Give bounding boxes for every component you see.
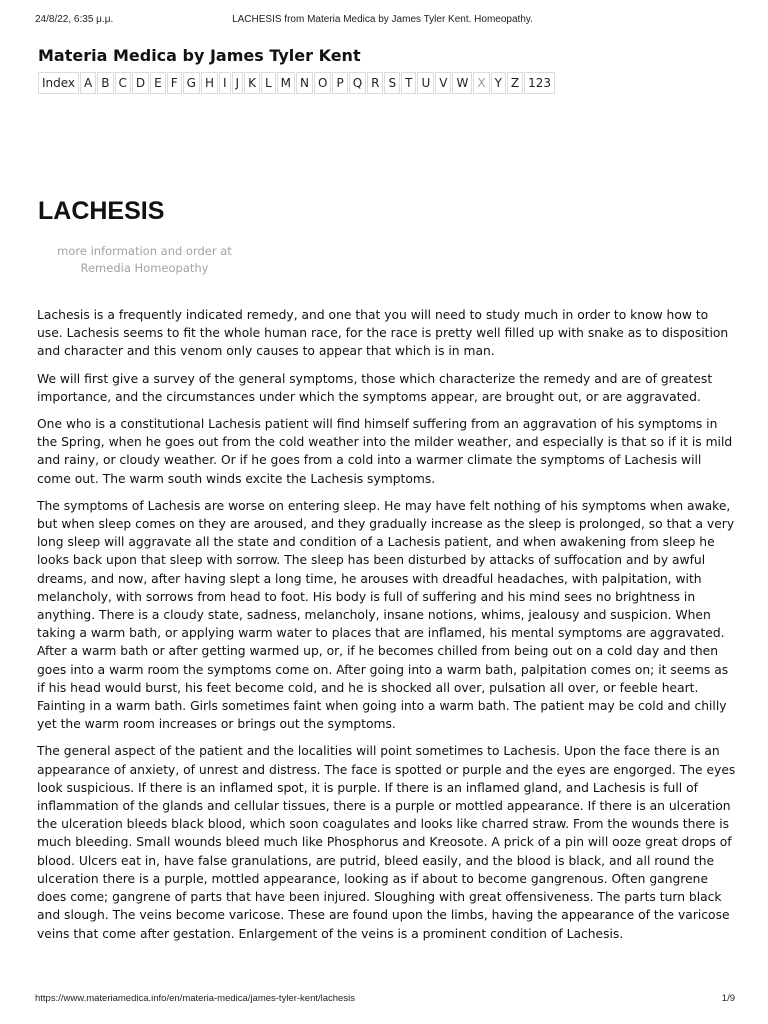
nav-item-m[interactable]: M [277,72,295,94]
nav-item-t[interactable]: T [401,72,416,94]
nav-item-d[interactable]: D [132,72,149,94]
article-paragraph: We will first give a survey of the general symptoms, those which characterize the remedy and are of greatest importance, and the circumstances under which the symptoms appear, are brought out, or are aggravated. [37,371,713,404]
nav-item-p[interactable]: P [332,72,347,94]
print-url: https://www.materiamedica.info/en/materia-medica/james-tyler-kent/lachesis [35,993,355,1004]
nav-item-index[interactable]: Index [38,72,79,94]
promo-link-text[interactable]: Remedia Homeopathy [80,261,209,275]
promo-line[interactable]: more information and order at [57,244,232,258]
nav-item-r[interactable]: R [367,72,383,94]
article-paragraph: The symptoms of Lachesis are worse on entering sleep. He may have felt nothing of his symptoms when awake, but when sleep comes on they are aroused, and they gradually increase as the sleep is prolonged, so that a very long sleep will aggravate all the state and condition of a Lachesis patient, and when awakening from sleep he looks back upon that sleep with sorrow. The sleep has been disturbed by attacks of suffocation and by awful dreams, and now, after having slept a long time, he arouses with dreadful headaches, with palpitation, with melancholy, with sorrows from head to foot. His body is full of suffering and his mind sees no brightness in anything. There is a cloudy state, sadness, melancholy, insane notions, whims, jealousy and suspicion. When taking a warm bath, or applying warm water to places that are inflamed, his mental symptoms are aggravated. After a warm bath or after getting warmed up, or, if he becomes chilled from being out on a cold day and then goes into a warm room the symptoms come on. After going into a warm bath, palpitation comes on; it seems as if his head would burst, his feet become cold, and he is shocked all over, pulsation all over, or feeble heart. Fainting in a warm bath. Girls sometimes faint when going into a warm bath. The patient may be cold and chilly yet the warm room increases or brings out the symptoms. [37,498,735,732]
page-title: LACHESIS [38,197,165,225]
site-title[interactable]: Materia Medica by James Tyler Kent [38,46,361,65]
nav-item-c[interactable]: C [115,72,131,94]
nav-item-f[interactable]: F [167,72,182,94]
nav-item-h[interactable]: H [201,72,218,94]
print-page-number: 1/9 [721,993,735,1004]
print-footer [35,993,735,1007]
nav-item-a[interactable]: A [80,72,96,94]
article-paragraph: Lachesis is a frequently indicated remedy, and one that you will need to study much in order to know how to use. Lachesis seems to fit the whole human race, for the race is pretty well filled up with snake as to disposition and character and this venom only causes to appear that which is in man. [37,308,729,359]
nav-item-j[interactable]: J [232,72,244,94]
nav-item-i[interactable]: I [219,72,231,94]
nav-item-y[interactable]: Y [491,72,506,94]
nav-item-w[interactable]: W [452,72,472,94]
nav-item-o[interactable]: O [314,72,331,94]
nav-item-e[interactable]: E [150,72,166,94]
article-body [37,306,737,952]
nav-item-k[interactable]: K [244,72,260,94]
print-document-title: LACHESIS from Materia Medica by James Tyler Kent. Homeopathy. [232,14,533,25]
article-paragraph: One who is a constitutional Lachesis patient will find himself suffering from an aggravation of his symptoms in the Spring, when he goes out from the cold weather into the milder weather, and especially is that so if it is mild and rainy, or cloudy weather. Or if he goes from a cold into a warmer climate the symptoms of Lachesis will come out. The warm south winds excite the Lachesis symptoms. [37,417,733,486]
nav-item-b[interactable]: B [97,72,113,94]
nav-item-u[interactable]: U [417,72,434,94]
nav-item-q[interactable]: Q [349,72,366,94]
promo-link[interactable] [42,243,247,277]
nav-item-123[interactable]: 123 [524,72,555,94]
nav-item-l[interactable]: L [261,72,276,94]
nav-item-z[interactable]: Z [507,72,523,94]
nav-item-x[interactable]: X [473,72,489,94]
nav-item-n[interactable]: N [296,72,313,94]
print-datetime: 24/8/22, 6:35 μ.μ. [35,14,114,25]
alphabet-nav [38,72,556,94]
article-paragraph: The general aspect of the patient and the localities will point sometimes to Lachesis. Upon the face there is an appearance of anxiety, of unrest and distress. The face is spotted or purple and the eyes are engorged. The eyes look suspicious. If there is an inflamed spot, it is purple. If there is an inflamed gland, and Lachesis is full of inflammation of the glands and cellular tissues, there is a purple or mottled appearance. If there is an ulceration the ulceration bleeds black blood, which soon coagulates and looks like charred straw. From the wounds there is much bleeding. Small wounds bleed much like Phosphorus and Kreosote. A prick of a pin will ooze great drops of blood. Ulcers eat in, have false granulations, are putrid, bleed easily, and the blood is black, and all round the ulceration there is a purple, mottled appearance, looking as if about to become gangrenous. Often gangrene does come; gangrene of parts that have been injured. Sloughing with great offensiveness. The parts turn black and slough. The veins become varicose. These are found upon the limbs, having the appearance of the varicose veins that come after gestation. Enlargement of the veins is a prominent condition of Lachesis. [37,744,736,941]
print-header [35,14,730,28]
nav-item-g[interactable]: G [183,72,200,94]
nav-item-s[interactable]: S [384,72,400,94]
nav-item-v[interactable]: V [435,72,451,94]
